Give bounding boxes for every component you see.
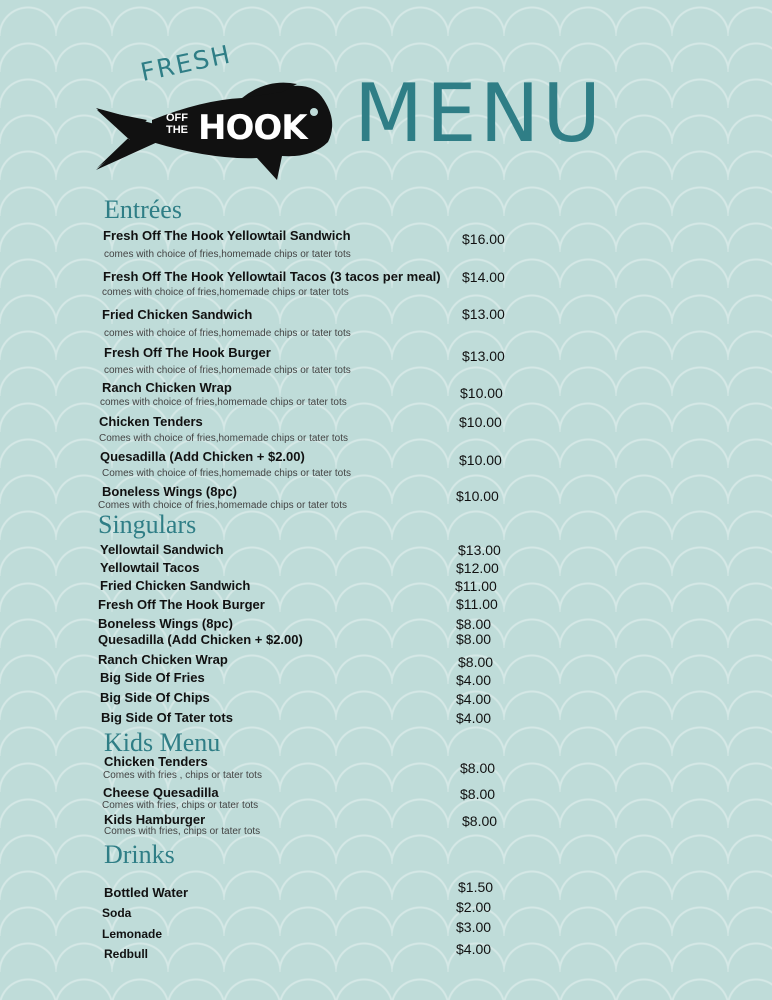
entree-price: $16.00: [462, 231, 505, 247]
singular-name: Ranch Chicken Wrap: [98, 652, 228, 667]
entree-desc: comes with choice of fries,homemade chips or tater tots: [102, 287, 349, 298]
drink-name: Bottled Water: [104, 885, 189, 900]
singular-name: Big Side Of Tater tots: [101, 710, 233, 725]
entree-name: Fresh Off The Hook Yellowtail Sandwich: [103, 228, 351, 243]
singular-name: Yellowtail Sandwich: [100, 542, 224, 557]
singular-name: Big Side Of Fries: [100, 670, 205, 685]
section-heading-kids: Kids Menu: [104, 728, 221, 757]
entree-name: Fresh Off The Hook Yellowtail Tacos (3 tacos per meal): [103, 269, 441, 284]
drink-price: $2.00: [456, 899, 492, 915]
singular-name: Big Side Of Chips: [100, 690, 210, 705]
entree-desc: Comes with choice of fries,homemade chips or tater tots: [102, 468, 351, 479]
drink-name: Lemonade: [102, 927, 163, 941]
singular-name: Boneless Wings (8pc): [98, 616, 233, 631]
logo-hook-text: HOOK: [198, 108, 307, 148]
drink-name: Redbull: [104, 947, 148, 961]
entree-price: $13.00: [462, 306, 505, 322]
page-title: MENU: [354, 67, 604, 160]
entree-desc: comes with choice of fries,homemade chips or tater tots: [100, 397, 347, 408]
singular-price: $4.00: [456, 672, 492, 688]
drink-price: $4.00: [456, 941, 492, 957]
singular-price: $11.00: [455, 578, 497, 594]
entree-price: $10.00: [456, 488, 499, 504]
kids-item-desc: Comes with fries, chips or tater tots: [102, 800, 259, 811]
entree-name: Chicken Tenders: [99, 414, 203, 429]
singular-price: $13.00: [458, 542, 501, 558]
entree-name: Quesadilla (Add Chicken + $2.00): [100, 449, 305, 464]
singular-name: Fried Chicken Sandwich: [100, 578, 251, 593]
singular-price: $8.00: [456, 616, 492, 632]
logo-off-the: [166, 112, 188, 136]
logo-fresh-text: FRESH: [137, 39, 235, 87]
entree-desc: comes with choice of fries,homemade chips or tater tots: [104, 249, 351, 260]
singular-price: $12.00: [456, 560, 499, 576]
singular-price: $4.00: [456, 710, 492, 726]
section-heading-singulars: Singulars: [98, 510, 197, 539]
kids-item-price: $8.00: [462, 813, 498, 829]
drink-name: Soda: [102, 906, 132, 920]
entree-name: Boneless Wings (8pc): [102, 484, 237, 499]
section-heading-entrees: Entrées: [104, 195, 182, 224]
singular-price: $8.00: [456, 631, 492, 647]
entree-price: $10.00: [460, 385, 503, 401]
logo-off-text: OFF: [166, 112, 188, 124]
entree-price: $10.00: [459, 414, 502, 430]
kids-item-name: Kids Hamburger: [104, 812, 206, 827]
drink-price: $1.50: [458, 879, 494, 895]
kids-item-price: $8.00: [460, 786, 496, 802]
entree-name: Fresh Off The Hook Burger: [104, 345, 271, 360]
singular-name: Yellowtail Tacos: [100, 560, 200, 575]
entree-price: $14.00: [462, 269, 505, 285]
singular-name: Fresh Off The Hook Burger: [98, 597, 265, 612]
entree-name: Fried Chicken Sandwich: [102, 307, 253, 322]
singular-price: $8.00: [458, 654, 494, 670]
singular-price: $11.00: [456, 596, 498, 612]
kids-item-desc: Comes with fries, chips or tater tots: [104, 826, 261, 837]
entree-desc: Comes with choice of fries,homemade chips or tater tots: [98, 500, 347, 511]
entree-desc: comes with choice of fries,homemade chips or tater tots: [104, 328, 351, 339]
section-heading-drinks: Drinks: [104, 840, 175, 869]
logo: [92, 39, 342, 190]
singular-name: Quesadilla (Add Chicken + $2.00): [98, 632, 303, 647]
entree-price: $10.00: [459, 452, 502, 468]
drink-price: $3.00: [456, 919, 492, 935]
kids-item-name: Chicken Tenders: [104, 754, 208, 769]
singular-price: $4.00: [456, 691, 492, 707]
logo-the-text: THE: [166, 124, 188, 136]
kids-item-desc: Comes with fries , chips or tater tots: [103, 770, 262, 781]
kids-item-price: $8.00: [460, 760, 496, 776]
entree-desc: comes with choice of fries,homemade chips or tater tots: [104, 365, 351, 376]
entree-name: Ranch Chicken Wrap: [102, 380, 232, 395]
entree-desc: Comes with choice of fries,homemade chips or tater tots: [99, 433, 348, 444]
kids-item-name: Cheese Quesadilla: [103, 785, 219, 800]
entree-price: $13.00: [462, 348, 505, 364]
